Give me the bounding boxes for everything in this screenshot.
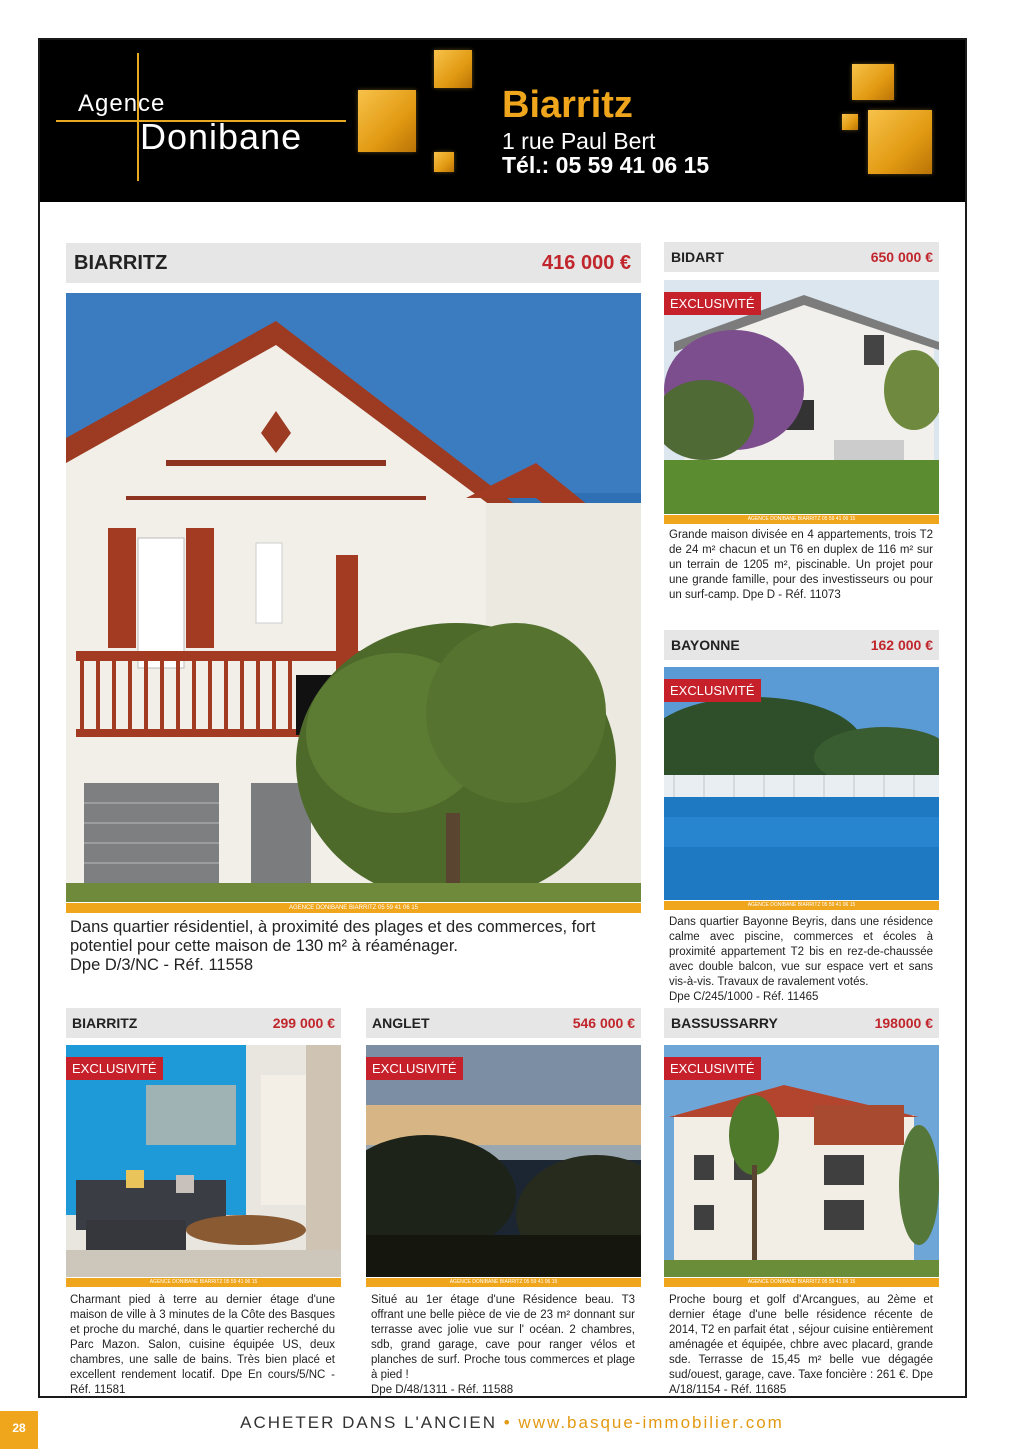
decor-square	[868, 110, 932, 174]
listing-description	[70, 918, 640, 975]
photo-credit: AGENCE DONIBANE BIARRITZ 05 59 41 06 15	[664, 515, 939, 524]
logo-donibane-text: Donibane	[140, 116, 303, 157]
listing-title-bar	[66, 1008, 341, 1038]
listing-title-bar	[366, 1008, 641, 1038]
photo-credit: AGENCE DONIBANE BIARRITZ 05 59 41 06 15	[66, 1278, 341, 1287]
listing-price[interactable]: 650 000 €	[870, 249, 933, 265]
listing-description: Charmant pied à terre au dernier étage d'une maison de ville à 3 minutes de la Côte des Basques et proche du marché, dans le quartier recherché du Parc Mazon. Salon, cuisine équipée US, deux chambres, une salle de bains. Très bien placé et excellent rendement locatif. Dpe En cours/5/NC - Réf. 11581	[70, 1294, 335, 1396]
agency-city: Biarritz	[502, 84, 633, 126]
listing-photo-anglet-ocean-view[interactable]	[366, 1045, 641, 1277]
listing-title-bar	[66, 243, 641, 283]
logo-agence-text: Agence	[78, 90, 166, 117]
listing-price[interactable]: 546 000 €	[572, 1015, 635, 1031]
listing-reference: Dpe C/245/1000 - Réf. 11465	[669, 991, 819, 1003]
listing-photo-bayonne[interactable]	[664, 667, 939, 900]
listing-photo-bassussarry-residence[interactable]	[664, 1045, 939, 1277]
listing-description: Grande maison divisée en 4 appartements, trois T2 de 24 m² chacun et un T6 en duplex de 116 m² sur un terrain de 1205 m², piscinable. Un projet pour une grande famille, pour des investisseurs ou pour un surf-camp. Dpe D - Réf. 11073	[669, 529, 933, 601]
listing-title: BAYONNE	[671, 637, 740, 653]
listing-photo-main-house[interactable]	[66, 293, 641, 902]
footer-website-link[interactable]: www.basque-immobilier.com	[518, 1413, 784, 1432]
listing-title-bar	[664, 242, 939, 272]
photo-credit: AGENCE DONIBANE BIARRITZ 05 59 41 06 15	[66, 903, 641, 913]
agency-address: 1 rue Paul Bert	[502, 128, 656, 154]
decor-square	[842, 114, 858, 130]
exclusive-badge: EXCLUSIVITÉ	[664, 1057, 761, 1080]
photo-credit: AGENCE DONIBANE BIARRITZ 05 59 41 06 15	[664, 901, 939, 910]
listing-title-bar	[664, 630, 939, 660]
footer-tagline-text: ACHETER DANS L'ANCIEN	[240, 1413, 497, 1432]
footer-tagline	[0, 1413, 1024, 1433]
listing-reference: Dpe D/48/1311 - Réf. 11588	[371, 1384, 514, 1396]
listing-photo-bidart[interactable]	[664, 280, 939, 514]
listing-price[interactable]: 198000 €	[874, 1015, 933, 1031]
listing-title: BIARRITZ	[72, 1015, 138, 1031]
decor-square	[852, 64, 894, 100]
listing-price[interactable]: 416 000 €	[542, 251, 631, 274]
listing-description-text: Situé au 1er étage d'une Résidence beau. T3 offrant une belle pièce de vie de 23 m² donnant sur terrasse avec jolie vue sur l' océan. 2 chambres, sdb, grand garage, cave pour ranger vélos et planches de surf. Proche tous commerces et plage à pied !	[371, 1294, 635, 1381]
listing-title: BIDART	[671, 249, 724, 265]
listing-description	[669, 915, 933, 1005]
photo-credit: AGENCE DONIBANE BIARRITZ 05 59 41 06 15	[664, 1278, 939, 1287]
exclusive-badge: EXCLUSIVITÉ	[664, 679, 761, 702]
exclusive-badge: EXCLUSIVITÉ	[366, 1057, 463, 1080]
listing-description	[371, 1293, 635, 1398]
listing-title-bar	[664, 1008, 939, 1038]
photo-credit: AGENCE DONIBANE BIARRITZ 05 59 41 06 15	[366, 1278, 641, 1287]
listing-description-text: Dans quartier résidentiel, à proximité des plages et des commerces, fort potentiel pour cette maison de 130 m² à réaménager.	[70, 918, 596, 955]
house-illustration	[66, 293, 641, 902]
agency-phone: Tél.: 05 59 41 06 15	[502, 152, 710, 178]
page-number: 28	[0, 1411, 38, 1449]
decor-square	[358, 90, 416, 152]
decor-square	[434, 152, 454, 172]
listing-photo-biarritz-living-room[interactable]	[66, 1045, 341, 1277]
house-illustration	[664, 280, 939, 514]
listing-price[interactable]: 299 000 €	[272, 1015, 335, 1031]
decor-square	[434, 50, 472, 88]
listing-description-text: Dans quartier Bayonne Beyris, dans une résidence calme avec piscine, commerces et écoles à proximité appartement T2 bis en rez-de-chaussée avec double balcon, vue sur espace vert et sans vis-à-vis. Travaux de ravalement votés.	[669, 916, 933, 988]
listing-price[interactable]: 162 000 €	[870, 637, 933, 653]
listing-reference: Dpe D/3/NC - Réf. 11558	[70, 956, 254, 974]
exclusive-badge: EXCLUSIVITÉ	[66, 1057, 163, 1080]
listing-description: Proche bourg et golf d'Arcangues, au 2ème et dernier étage d'une belle résidence récente de 2014, T2 en parfait état , séjour cuisine entièrement aménagée et équipée, chbre avec placard, grande sde. Terrasse de 15,45 m² belle vue dégagée sud/ouest, garage, cave. Taxe foncière : 261 €. Dpe A/18/1154 - Réf. 11685	[669, 1294, 933, 1396]
listing-title: BIARRITZ	[74, 251, 168, 274]
footer-bullet: •	[503, 1413, 512, 1432]
exclusive-badge: EXCLUSIVITÉ	[664, 292, 761, 315]
listing-title: ANGLET	[372, 1015, 430, 1031]
listing-title: BASSUSSARRY	[671, 1015, 778, 1031]
